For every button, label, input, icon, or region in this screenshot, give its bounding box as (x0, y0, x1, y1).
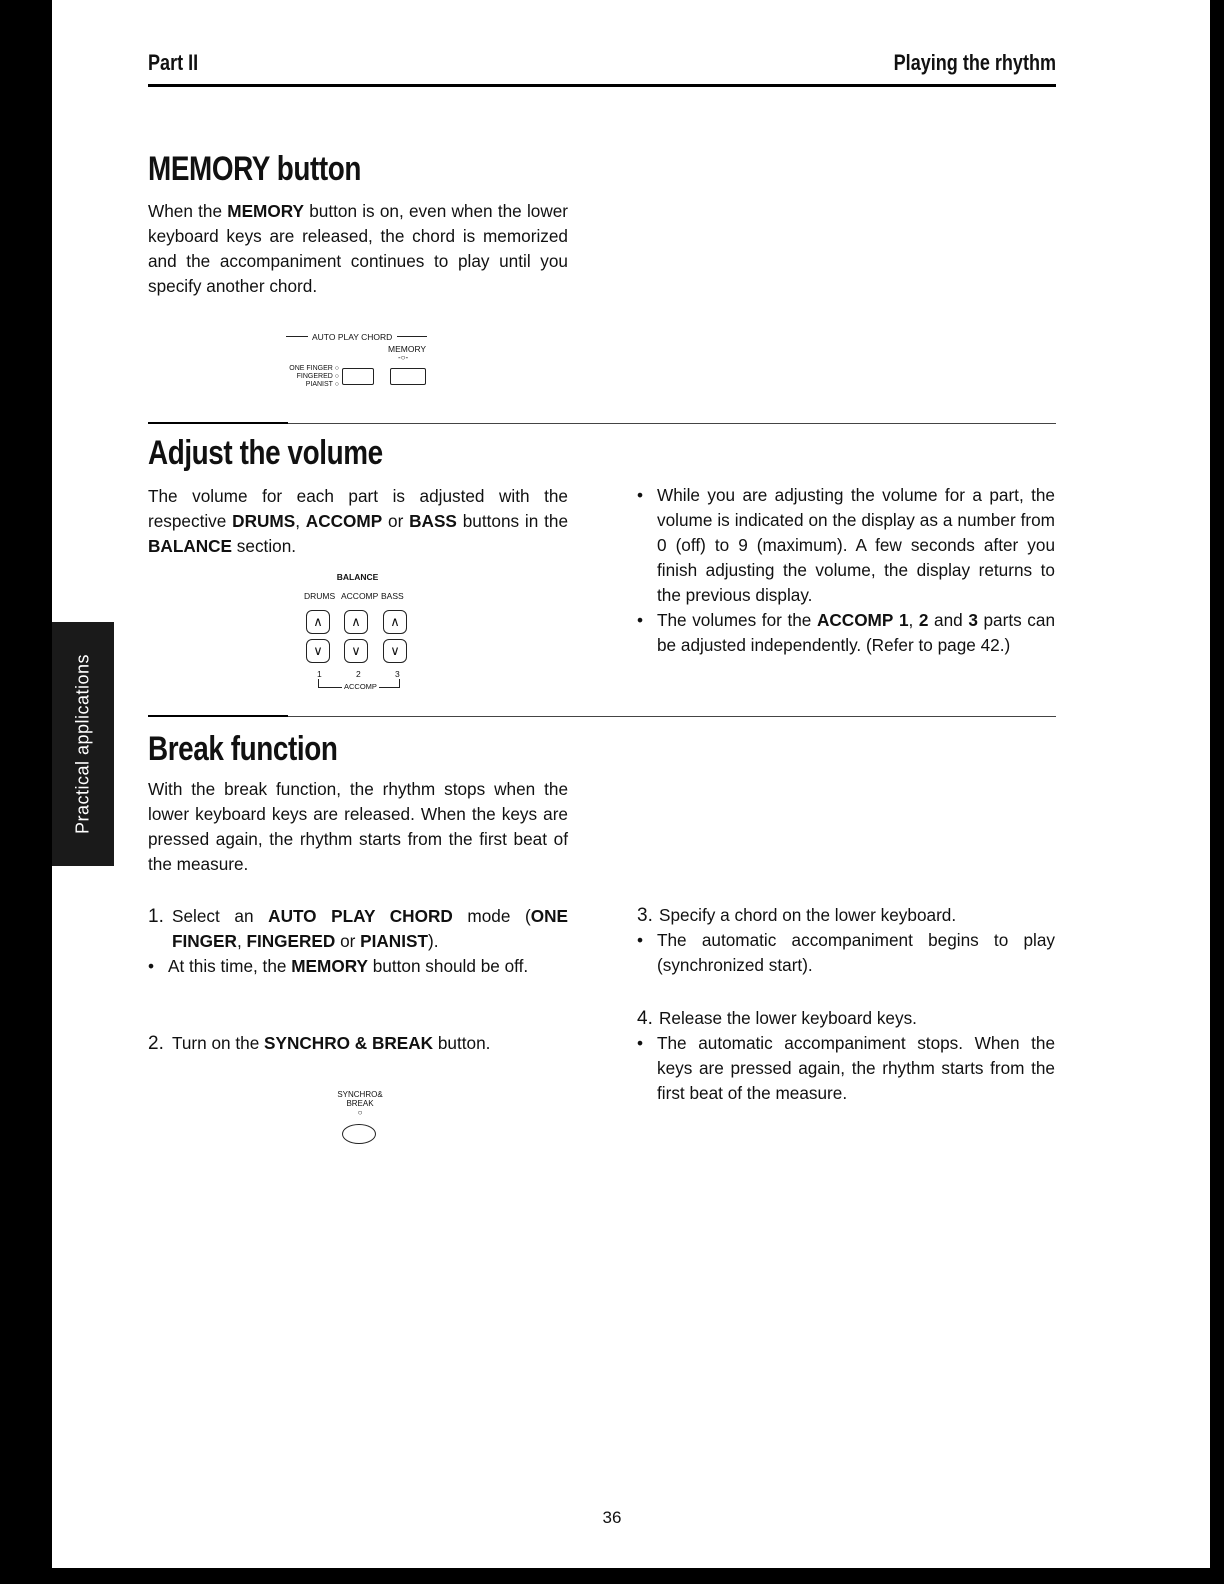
volume-body: The volume for each part is adjusted with the respective DRUMS, ACCOMP or BASS buttons in the BALANCE section. (148, 486, 569, 556)
header-rule (148, 84, 1056, 87)
synchro-label: SYNCHRO& (337, 1090, 383, 1099)
step-4-text: Release the lower keyboard keys. (659, 1008, 917, 1028)
section-divider-2-accent (148, 715, 288, 717)
accomp-bracket-label: ACCOMP (344, 682, 377, 691)
volume-heading: Adjust the volume (148, 434, 383, 472)
step-1-note: • At this time, the MEMORY button should be off. (148, 954, 568, 979)
auto-play-chord-diagram: AUTO PLAY CHORD MEMORY -○- ONE FINGER ○ FINGERED ○ PIANIST ○ (282, 332, 442, 402)
break-body: With the break function, the rhythm stops when the lower keyboard keys are released. When the keys are pressed again, the rhythm starts from the first beat of the measure. (148, 779, 568, 874)
auto-play-chord-button (342, 368, 374, 385)
drums-down-key: ∨ (306, 639, 330, 663)
mode-pianist: PIANIST (305, 381, 333, 388)
step-3-number: 3. (637, 905, 653, 926)
accomp-number-3: 3 (395, 669, 400, 679)
page-number: 36 (602, 1508, 622, 1527)
balance-diagram (300, 572, 420, 694)
step-1-text: Select an AUTO PLAY CHORD mode (ONE FINGER, FINGERED or PIANIST). (172, 906, 568, 951)
section-divider-1-accent (148, 422, 288, 424)
volume-note-1: • While you are adjusting the volume for a part, the volume is indicated on the display as a number from 0 (off) to 9 (maximum). A few seconds after you finish adjusting the volume, the display returns to the previous display. (637, 483, 1055, 608)
memory-button-icon (390, 368, 426, 385)
memory-body: When the MEMORY button is on, even when the lower keyboard keys are released, the chord is memorized and the accompaniment continues to play until you specify another chord. (148, 201, 569, 296)
header-chapter: Playing the rhythm (893, 50, 1056, 75)
balance-drums-label: DRUMS (304, 591, 336, 601)
synchro-break-diagram: SYNCHRO& BREAK ○ (330, 1090, 390, 1152)
step-4-note: • The automatic accompaniment stops. When the keys are pressed again, the rhythm starts from the first beat of the measure. (637, 1031, 1055, 1106)
synchro-break-button-icon (342, 1124, 376, 1144)
break-heading: Break function (148, 730, 338, 768)
step-2-number: 2. (148, 1033, 164, 1054)
balance-accomp-label: ACCOMP (341, 591, 379, 601)
bass-up-key: ∧ (383, 610, 407, 634)
break-step-3 (637, 903, 1057, 978)
mode-one-finger: ONE FINGER (289, 365, 333, 372)
break-step-2 (148, 1031, 568, 1056)
break-step-1 (148, 904, 568, 979)
step-2-text: Turn on the SYNCHRO & BREAK button. (172, 1033, 491, 1053)
drums-up-key: ∧ (306, 610, 330, 634)
mode-fingered: FINGERED (296, 373, 333, 380)
step-1-number: 1. (148, 906, 164, 927)
bass-down-key: ∨ (383, 639, 407, 663)
memory-button-label: MEMORY (388, 344, 427, 354)
side-tab-label: Practical applications (72, 653, 93, 835)
auto-play-chord-label: AUTO PLAY CHORD (312, 332, 393, 342)
accomp-down-key: ∨ (344, 639, 368, 663)
page-border-left (0, 0, 52, 1584)
step-3-note: • The automatic accompaniment begins to play (synchronized start). (637, 928, 1055, 978)
memory-heading: MEMORY button (148, 150, 362, 188)
accomp-number-2: 2 (356, 669, 361, 679)
accomp-number-1: 1 (317, 669, 322, 679)
section-side-tab (52, 622, 114, 866)
balance-label: BALANCE (336, 572, 379, 582)
break-step-4 (637, 1006, 1057, 1106)
break-label: BREAK (346, 1099, 374, 1108)
step-4-number: 4. (637, 1008, 653, 1029)
page-border-right (1210, 0, 1224, 1584)
volume-note-2: • The volumes for the ACCOMP 1, 2 and 3 parts can be adjusted independently. (Refer to page 42.) (637, 608, 1055, 658)
header-part: Part II (148, 50, 199, 75)
step-3-text: Specify a chord on the lower keyboard. (659, 905, 957, 925)
page-border-bottom (0, 1568, 1224, 1584)
volume-notes (637, 483, 1055, 658)
balance-bass-label: BASS (381, 591, 404, 601)
accomp-up-key: ∧ (344, 610, 368, 634)
